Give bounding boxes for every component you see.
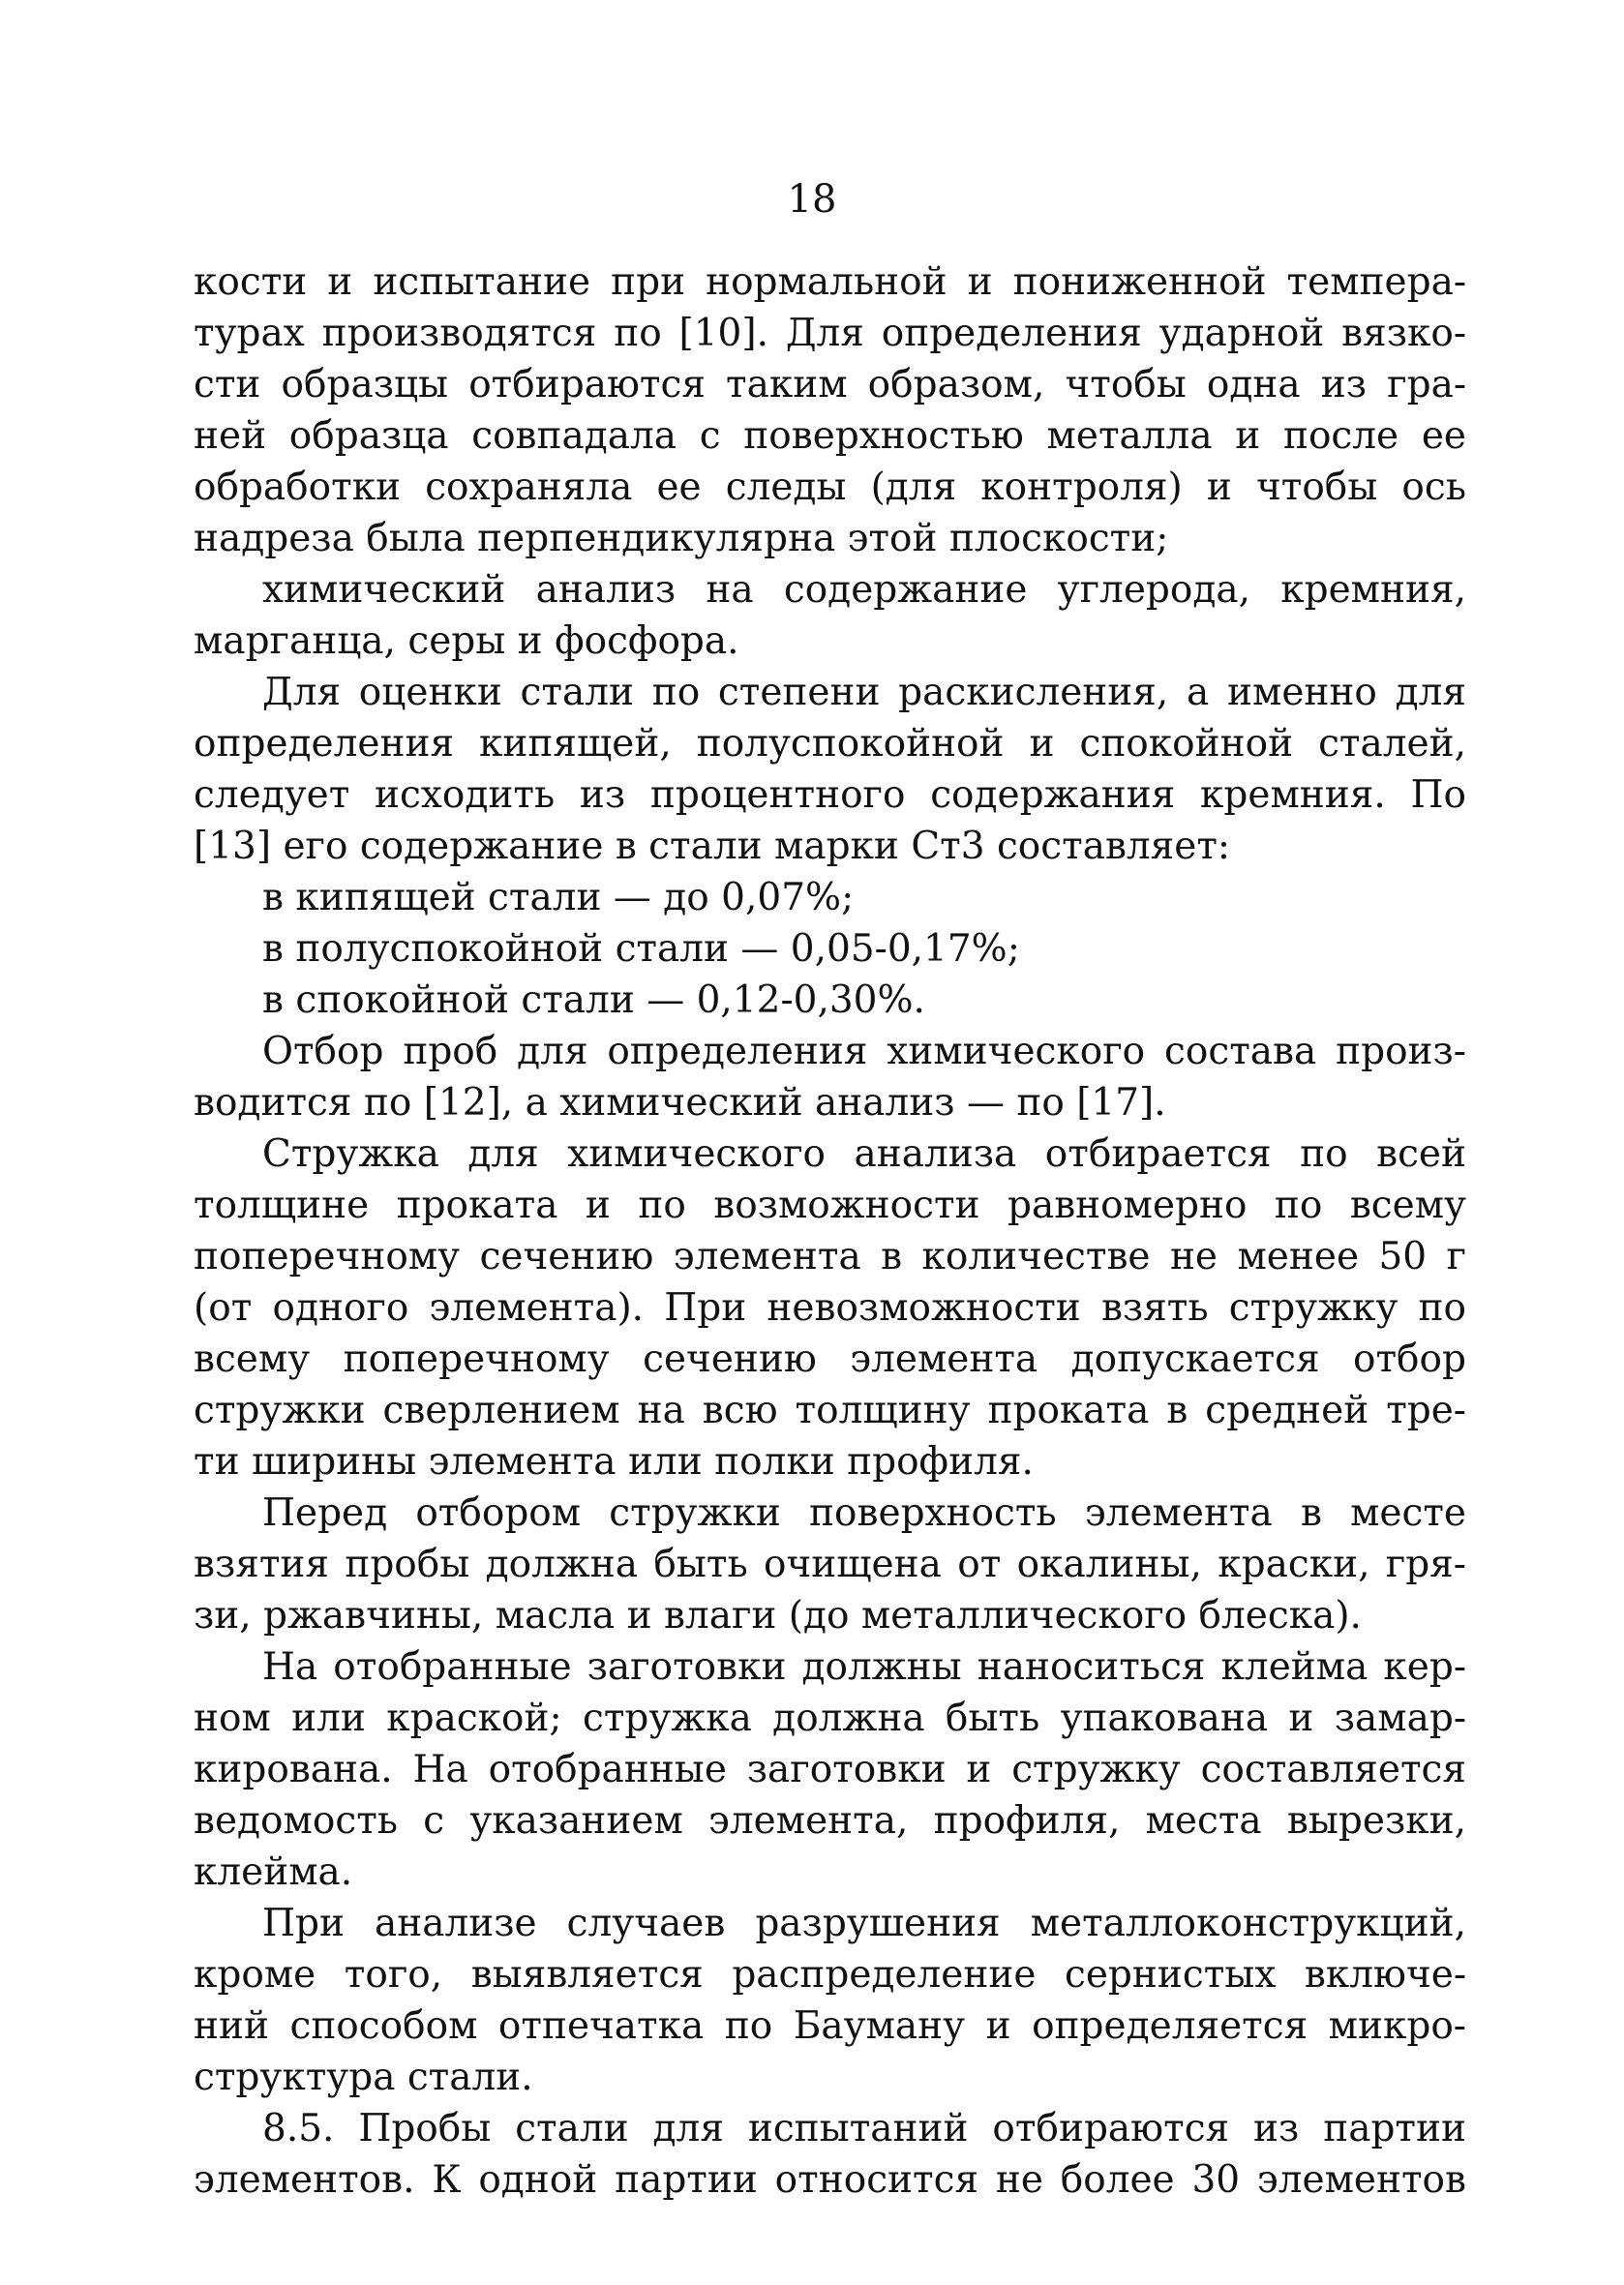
text-line: 8.5. Пробы стали для испытаний отбираются из партии	[262, 2107, 1466, 2150]
text-line: химический анализ на содержание углерода, кремния,	[262, 568, 1466, 612]
text-line: Стружка для химического анализа отбирается по всей	[262, 1132, 1466, 1176]
text-line: структура стали.	[194, 2056, 533, 2099]
text-line: определения кипящей, полуспокойной и спокойной сталей,	[194, 722, 1466, 766]
text-line: Отбор проб для определения химического состава произ-	[262, 1030, 1466, 1073]
text-line: в полуспокойной стали — 0,05-0,17%;	[262, 927, 1020, 971]
text-line: Для оценки стали по степени раскисления, а именно для	[262, 671, 1466, 714]
text-line: взятия пробы должна быть очищена от окалины, краски, гря-	[194, 1543, 1466, 1586]
text-line: ти ширины элемента или полки профиля.	[194, 1440, 1034, 1484]
text-line: сти образцы отбираются таким образом, чтобы одна из гра-	[194, 363, 1466, 406]
text-line: в спокойной стали — 0,12-0,30%.	[262, 978, 925, 1022]
text-line: надреза была перпендикулярна этой плоскости;	[194, 517, 1169, 560]
page-number: 18	[787, 177, 837, 222]
text-line: всему поперечному сечению элемента допускается отбор	[194, 1338, 1466, 1381]
text-line: водится по [12], а химический анализ — по [17].	[194, 1081, 1166, 1125]
text-line: кроме того, выявляется распределение сернистых включе-	[194, 1953, 1466, 1997]
text-line: толщине проката и по возможности равномерно по всему	[194, 1184, 1466, 1227]
text-line: поперечному сечению элемента в количестве не менее 50 г	[194, 1235, 1466, 1278]
text-line: ней образца совпадала с поверхностью металла и после ее	[194, 414, 1466, 458]
text-line: клейма.	[194, 1850, 353, 1894]
text-line: элементов. К одной партии относится не более 30 элементов	[194, 2158, 1466, 2202]
text-line: зи, ржавчины, масла и влаги (до металлического блеска).	[194, 1594, 1362, 1638]
text-line: стружки сверлением на всю толщину проката в средней тре-	[194, 1389, 1466, 1432]
text-line: ном или краской; стружка должна быть упакована и замар-	[194, 1697, 1466, 1740]
text-line: следует исходить из процентного содержания кремния. По	[194, 773, 1466, 817]
text-line: На отобранные заготовки должны наноситься клейма кер-	[262, 1645, 1466, 1689]
text-line: (от одного элемента). При невозможности взять стружку по	[194, 1286, 1466, 1330]
text-line: [13] его содержание в стали марки Ст3 составляет:	[194, 825, 1231, 868]
text-line: ведомость с указанием элемента, профиля, места вырезки,	[194, 1799, 1466, 1843]
text-line: ний способом отпечатка по Бауману и определяется микро-	[194, 2004, 1466, 2048]
text-line: Перед отбором стружки поверхность элемента в месте	[262, 1491, 1466, 1535]
text-line: турах производятся по [10]. Для определения ударной вязко-	[194, 312, 1466, 355]
text-line: При анализе случаев разрушения металлоконструкций,	[262, 1902, 1466, 1945]
body-text	[194, 256, 1466, 2206]
text-line: обработки сохраняла ее следы (для контроля) и чтобы ось	[194, 466, 1466, 509]
text-line: кости и испытание при нормальной и пониженной темпера-	[194, 260, 1466, 304]
text-line: кирована. На отобранные заготовки и стружку составляется	[194, 1748, 1466, 1791]
text-line: в кипящей стали — до 0,07%;	[262, 876, 855, 919]
text-line: марганца, серы и фосфора.	[194, 619, 739, 663]
